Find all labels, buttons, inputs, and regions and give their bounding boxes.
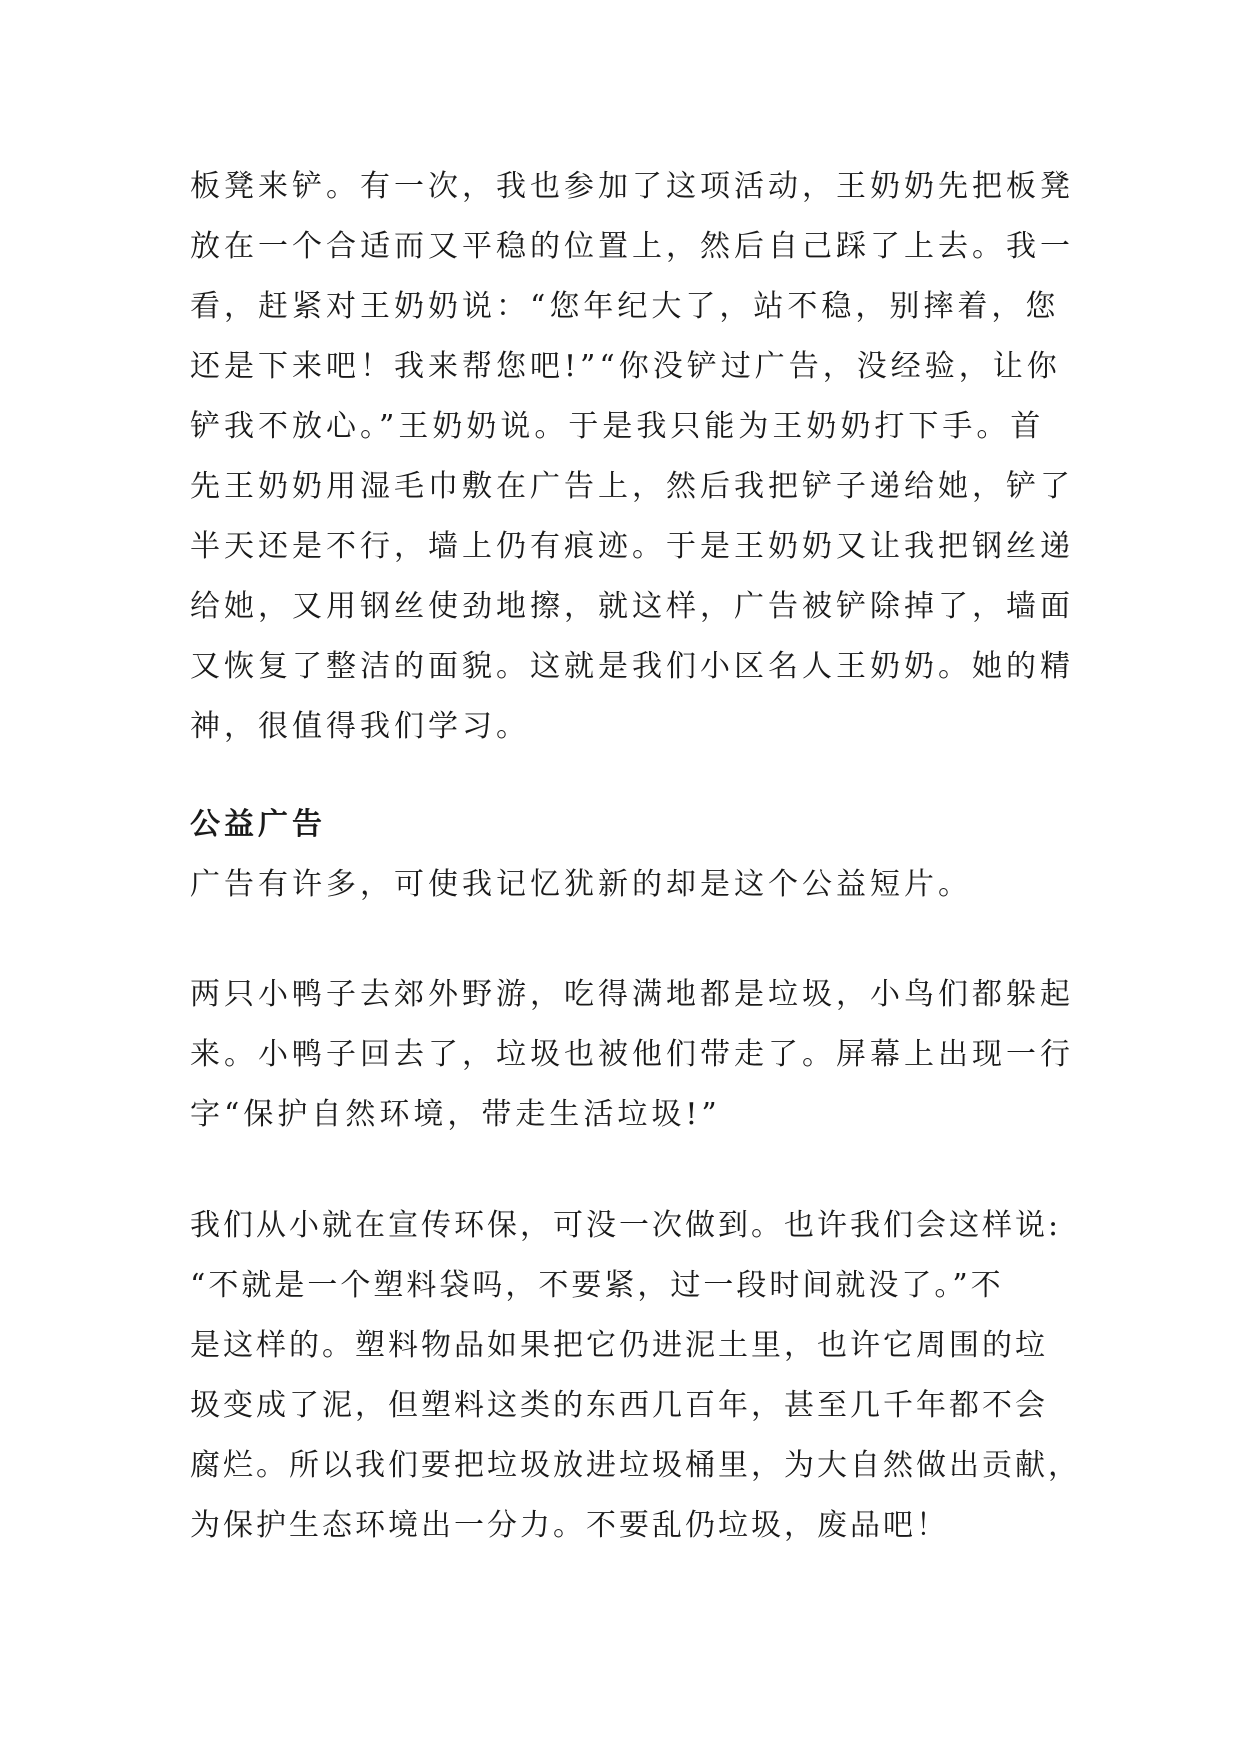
text-line: “不就是一个塑料袋吗，不要紧，过一段时间就没了。”不 <box>190 1268 1004 1303</box>
paragraph-story-end <box>190 157 1074 757</box>
text-line: 为保护生态环境出一分力。不要乱仍垃圾，废品吧！ <box>190 1508 949 1543</box>
paragraph-environment <box>190 1196 1081 1556</box>
text-line: 又恢复了整洁的面貌。这就是我们小区名人王奶奶。她的精 <box>190 649 1074 684</box>
text-line: 放在一个合适而又平稳的位置上，然后自己踩了上去。我一 <box>190 229 1074 264</box>
text-line: 圾变成了泥，但塑料这类的东西几百年，甚至几千年都不会 <box>190 1388 1048 1423</box>
text-line: 两只小鸭子去郊外野游，吃得满地都是垃圾，小鸟们都躲起 <box>190 977 1074 1012</box>
text-line: 腐烂。所以我们要把垃圾放进垃圾桶里，为大自然做出贡献， <box>190 1448 1081 1483</box>
text-line: 字“保护自然环境，带走生活垃圾!” <box>190 1097 721 1132</box>
text-line: 看，赶紧对王奶奶说：“您年纪大了，站不稳，别摔着，您 <box>190 289 1060 324</box>
text-line: 铲我不放心。”王奶奶说。于是我只能为王奶奶打下手。首 <box>190 409 1045 444</box>
text-line: 我们从小就在宣传环保，可没一次做到。也许我们会这样说: <box>190 1208 1062 1243</box>
text-line: 广告有许多，可使我记忆犹新的却是这个公益短片。 <box>190 867 972 902</box>
text-line: 先王奶奶用湿毛巾敷在广告上，然后我把铲子递给她，铲了 <box>190 469 1074 504</box>
text-line: 还是下来吧！我来帮您吧!”“你没铲过广告，没经验，让你 <box>190 349 1061 384</box>
paragraph-ducks <box>190 965 1074 1145</box>
text-line: 是这样的。塑料物品如果把它仍进泥土里，也许它周围的垃 <box>190 1328 1048 1363</box>
section-title: 公益广告 <box>190 807 326 842</box>
text-line: 板凳来铲。有一次，我也参加了这项活动，王奶奶先把板凳 <box>190 169 1074 204</box>
text-line: 神，很值得我们学习。 <box>190 709 530 744</box>
text-line: 给她，又用钢丝使劲地擦，就这样，广告被铲除掉了，墙面 <box>190 589 1074 624</box>
text-line: 半天还是不行，墙上仍有痕迹。于是王奶奶又让我把钢丝递 <box>190 529 1074 564</box>
paragraph-intro <box>190 855 1060 915</box>
text-line: 来。小鸭子回去了，垃圾也被他们带走了。屏幕上出现一行 <box>190 1037 1074 1072</box>
